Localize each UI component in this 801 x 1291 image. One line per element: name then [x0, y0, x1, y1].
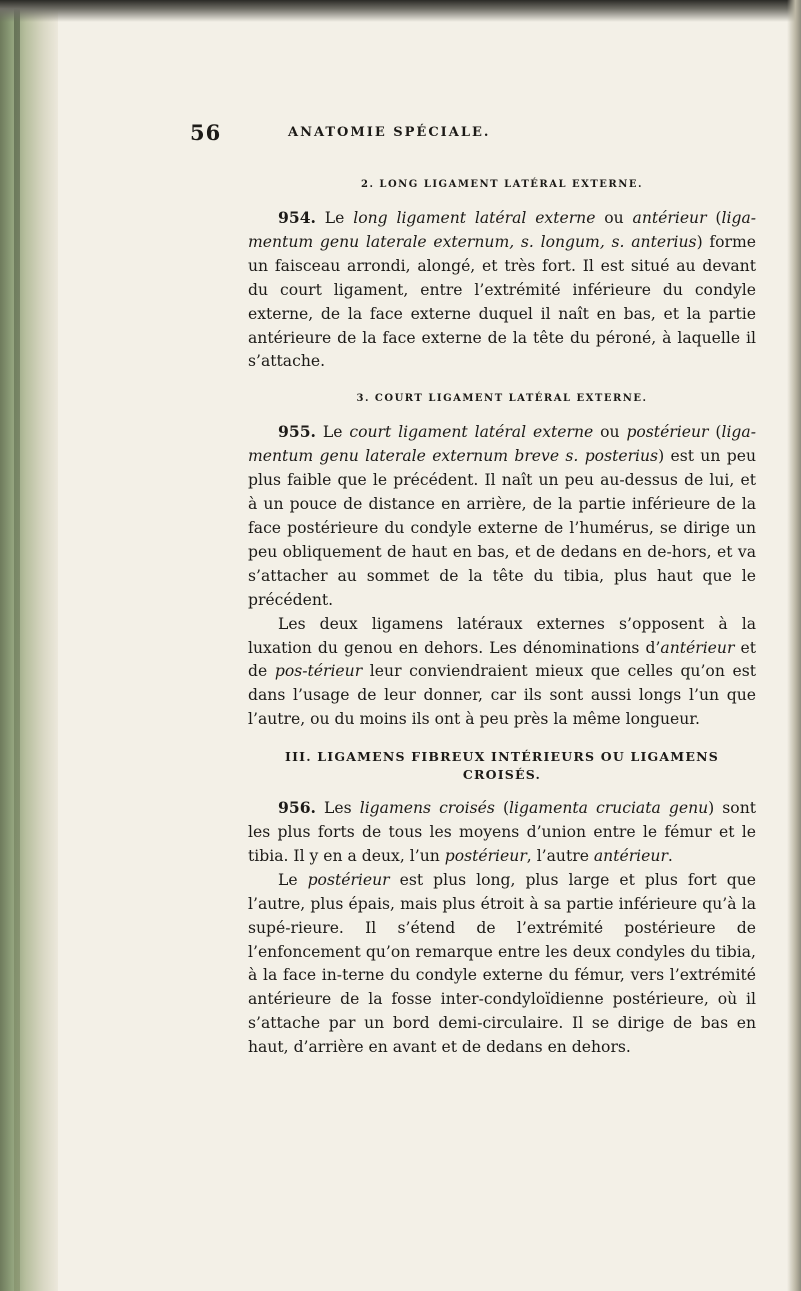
italic-text: ligamenta cruciata genu — [509, 799, 709, 818]
italic-text: postérieur — [444, 846, 527, 865]
paragraph-number: 956. — [278, 798, 316, 818]
body-text — [248, 176, 756, 1060]
text-run: ou — [593, 423, 627, 442]
text-run: ( — [706, 209, 722, 227]
text-run: Les — [315, 799, 360, 818]
text-run: ) est un peu plus faible que le précédent. Il naît un peu au-dessus de lui, et à un pouce de distance en arrière, de la partie inférieure de la face postérieure du condyle externe de l’humérus, se dirige un peu obliquement de haut en bas, et de dedans en de-hors, et va s’attacher au sommet de la tête du tibia, plus haut que le précédent. — [248, 447, 756, 609]
italic-text: postérieur — [626, 423, 709, 442]
italic-text: liga-mentum genu laterale externum, s. longum, s. anterius — [248, 209, 757, 251]
book-binding-edge — [0, 0, 58, 1291]
text-run: leur conviendraient mieux que celles qu’on est dans l’usage de leur donner, car ils sont aussi longs l’un que l’autre, ou du moins ils ont à peu près la même longueur. — [248, 662, 757, 729]
section-heading: 3. COURT LIGAMENT LATÉRAL EXTERNE. — [356, 393, 648, 405]
text-run: ) sont les plus forts de tous les moyens d’union entre le fémur et le tibia. Il y en a deux, l’un — [248, 799, 757, 865]
section-heading: III. LIGAMENS FIBREUX INTÉRIEURS OU LIGAMENS CROISÉS. — [285, 749, 719, 783]
text-run: ( — [708, 423, 722, 442]
paragraph — [248, 796, 756, 869]
paragraph — [248, 869, 756, 1060]
italic-text: antérieur — [660, 638, 735, 657]
text-run: Les deux ligamens latéraux externes s’opposent à la luxation du genou en dehors. Les dénominations d’ — [248, 614, 756, 657]
text-run: ) forme un faisceau arrondi, alongé, et très fort. Il est situé au devant du court ligament, entre l’extrémité inférieure du condyle externe, de la face externe duquel il naît en bas, et la partie antérieure de la face externe de la tête du péroné, à laquelle il s’attache. — [248, 232, 757, 371]
running-head: ANATOMIE SPÉCIALE. — [288, 125, 491, 140]
text-run: ( — [494, 799, 510, 818]
text-run: est plus long, plus large et plus fort que l’autre, plus épais, mais plus étroit à sa partie inférieure qu’à la supé-rieure. Il s’étend de l’extrémité postérieure de l’enfoncement qu’on remarque entre les deux condyles du tibia, à la face in-terne du condyle externe du fémur, vers l’extrémité antérieure de la fosse inter-condyloïdienne postérieure, où il s’attache par un bord demi-circulaire. Il se dirige de bas en haut, d’arrière en avant et de dedans en dehors. — [248, 870, 756, 1057]
text-run: . — [667, 846, 673, 865]
page-number: 56 — [190, 120, 222, 145]
italic-text: long ligament latéral externe — [353, 209, 596, 227]
italic-text: ligamens croisés — [359, 799, 495, 818]
section-heading: 2. LONG LIGAMENT LATÉRAL EXTERNE. — [361, 179, 643, 190]
text-run: et de — [248, 638, 757, 681]
text-run: Le — [278, 870, 308, 889]
page-top-shadow — [0, 0, 801, 22]
page-header — [190, 120, 750, 150]
paragraph-number: 955. — [278, 422, 316, 442]
italic-text: pos-térieur — [274, 662, 363, 681]
text-run: , l’autre — [526, 846, 594, 865]
italic-text: postérieur — [307, 870, 390, 889]
text-run: Le — [315, 209, 354, 227]
paragraph-number: 954. — [278, 208, 316, 227]
italic-text: antérieur — [632, 209, 707, 227]
italic-text: liga-mentum genu laterale externum breve s. posterius — [248, 423, 756, 466]
paragraph — [248, 206, 756, 374]
italic-text: antérieur — [593, 846, 668, 865]
paragraph — [248, 420, 756, 612]
italic-text: court ligament latéral externe — [349, 423, 594, 442]
text-run: Le — [315, 423, 350, 442]
paragraph — [248, 613, 756, 733]
text-run: ou — [595, 209, 633, 227]
page-right-shadow — [787, 0, 801, 1291]
